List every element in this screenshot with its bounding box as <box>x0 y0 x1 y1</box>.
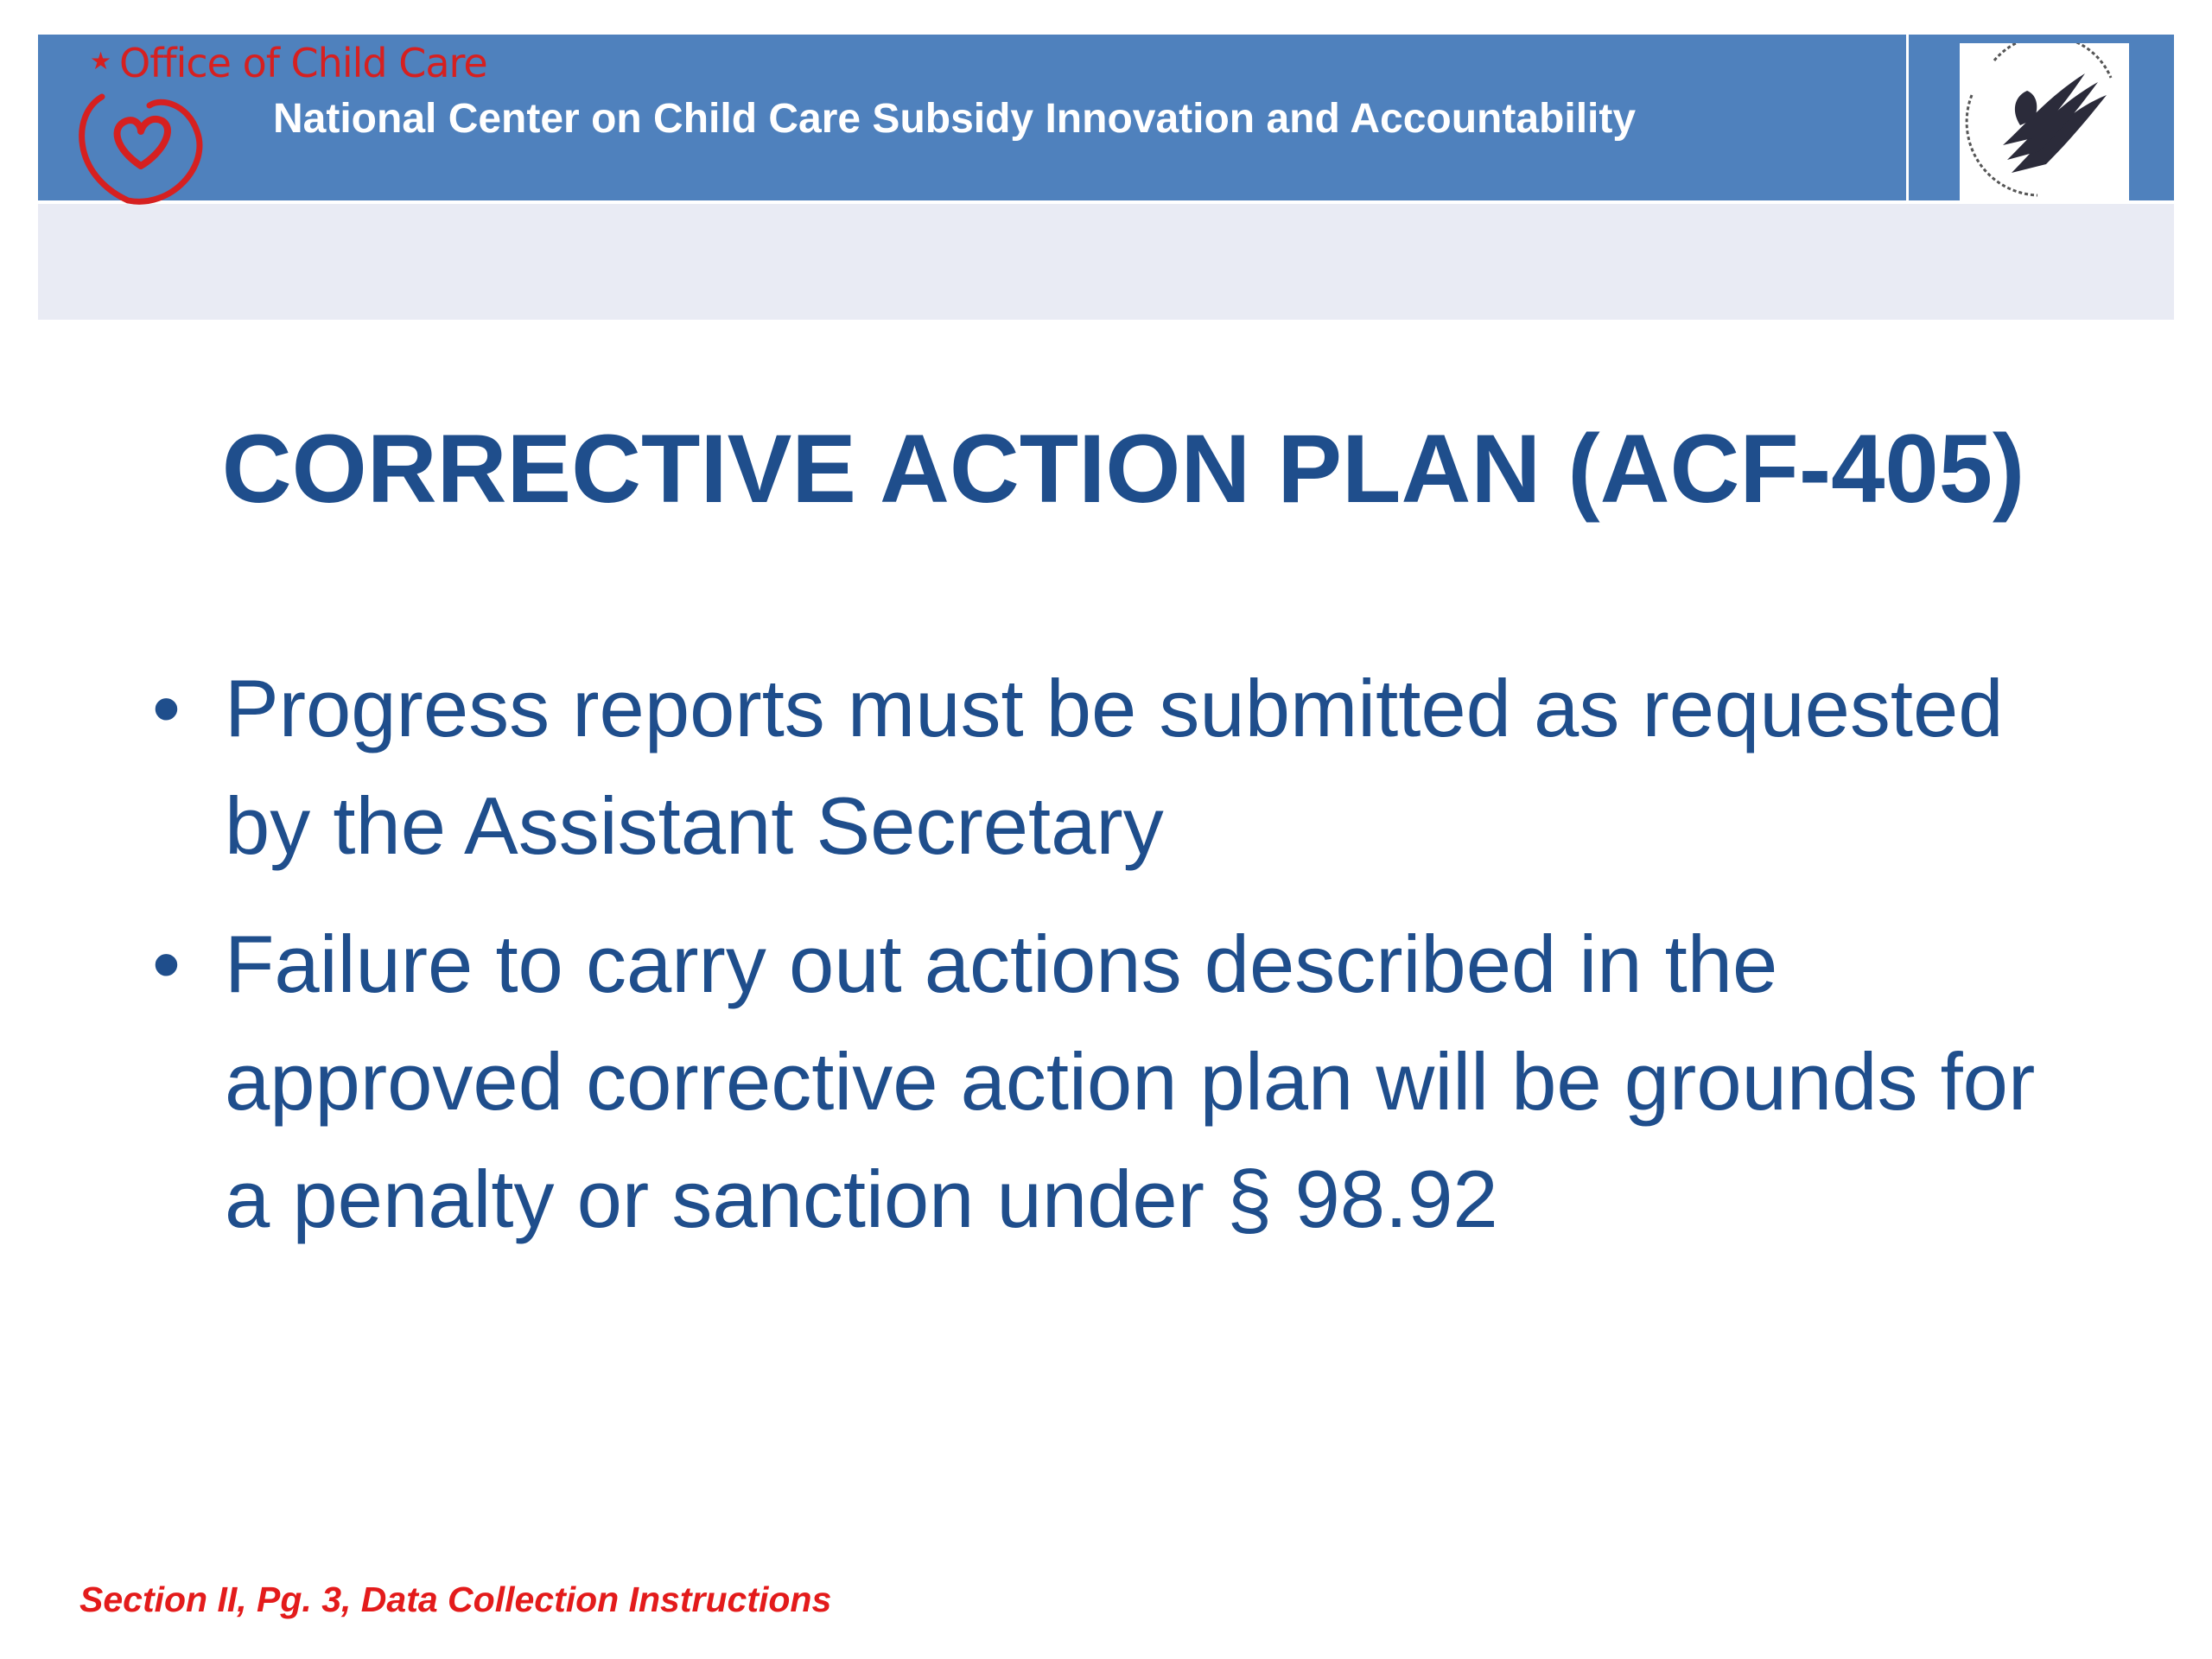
page-title: CORRECTIVE ACTION PLAN (ACF-405) <box>221 415 2025 523</box>
bullet-item <box>152 650 2079 885</box>
hhs-eagle-seal-icon <box>1960 43 2129 202</box>
bullet-icon: • <box>152 918 181 1009</box>
bullet-text: Failure to carry out actions described in the approved corrective action plan will be grounds for a penalty or sanction under § 98.92 <box>225 918 2036 1244</box>
logo-text: Office of Child Care <box>119 40 487 86</box>
bullet-item <box>152 906 2079 1258</box>
logo-star-icon: ★ <box>90 47 112 75</box>
footer-reference: Section II, Pg. 3, Data Collection Instructions <box>79 1580 832 1619</box>
heart-logo-icon <box>67 79 214 209</box>
bullet-icon: • <box>152 663 181 753</box>
subheader-band <box>38 204 2174 320</box>
bullet-list <box>152 650 2079 1279</box>
header-title: National Center on Child Care Subsidy Innovation and Accountability <box>273 96 1637 142</box>
bullet-text: Progress reports must be submitted as requested by the Assistant Secretary <box>225 663 2004 871</box>
